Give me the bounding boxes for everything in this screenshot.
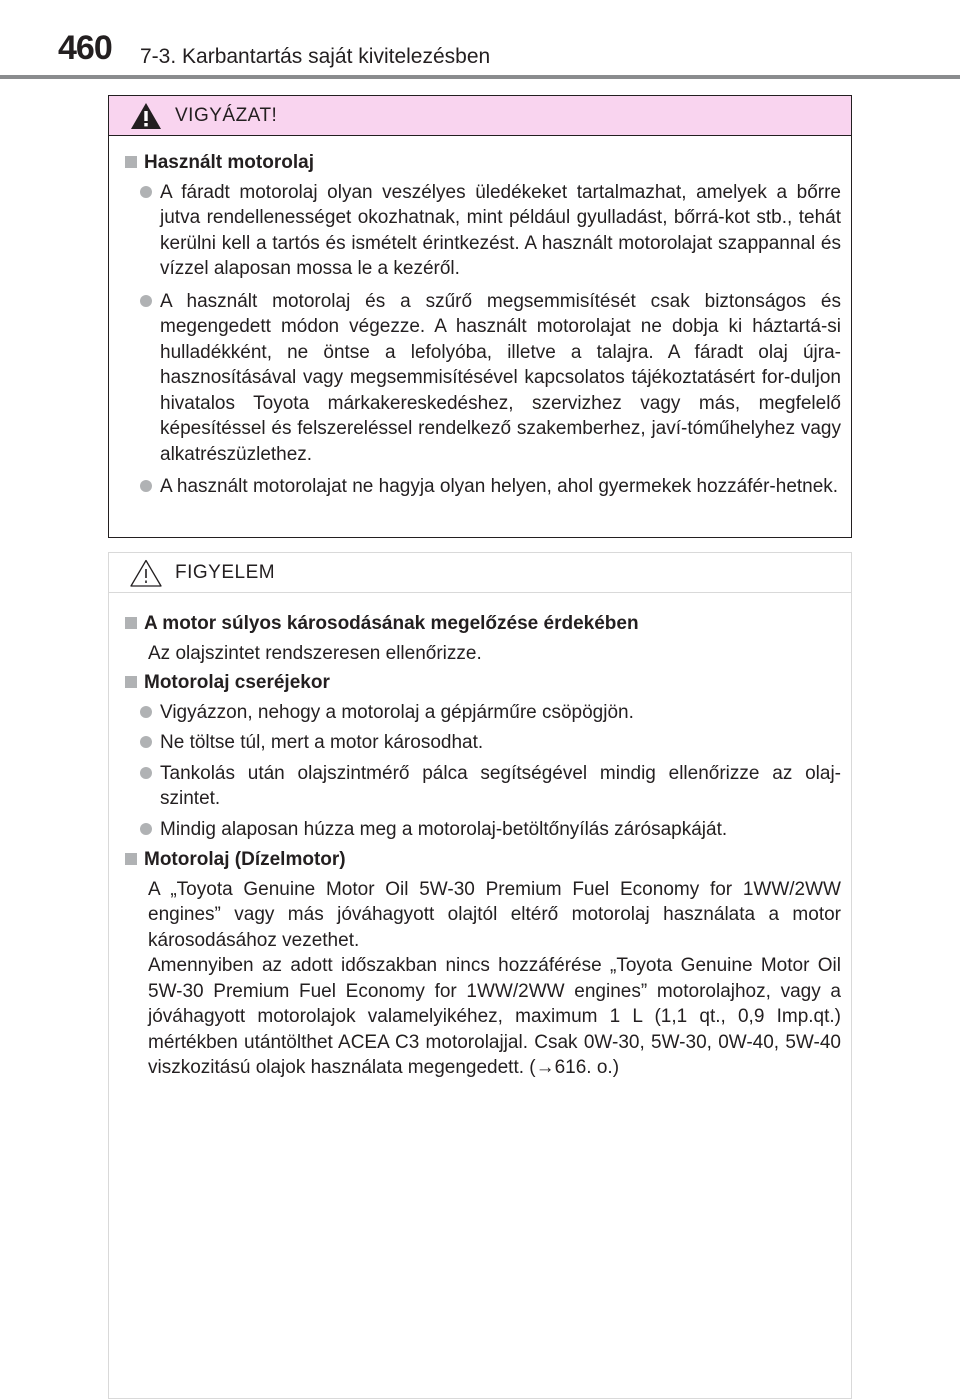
list-item-text: Vigyázzon, nehogy a motorolaj a gépjárműre csöpögjön. xyxy=(160,701,634,723)
warning-label: VIGYÁZAT! xyxy=(175,104,278,126)
square-bullet-icon xyxy=(125,853,137,865)
warning-body xyxy=(109,136,851,500)
list-item-text: A használt motorolajat ne hagyja olyan helyen, ahol gyermekek hozzáfér-hetnek. xyxy=(160,476,839,497)
notice-paragraph: Amennyiben az adott időszakban nincs hozzáférése „Toyota Genuine Motor Oil 5W-30 Premium Fuel Economy for 1WW/2WW engines” motorolajhoz, vagy a jóváhagyott motorolajok valamelyikéhez, maximum 1 L (1,1 qt., 0,9 Imp.qt.) mértékben utántölthet ACEA C3 motorolajjal. Csak 0W-30, 5W-30, 0W-40, 5W-40 viszkozitású olajok használata megengedett. (→616. o.) xyxy=(148,955,841,1078)
list-item xyxy=(125,761,841,812)
list-item-text: Mindig alaposan húzza meg a motorolaj-betöltőnyílás zárósapkáját. xyxy=(160,818,728,840)
notice-paragraph: A „Toyota Genuine Motor Oil 5W-30 Premium Fuel Economy for 1WW/2WW engines” vagy más jóváhagyott olajtól eltérő motorolaj használata a motor károsodásához vezethet. xyxy=(148,878,841,951)
notice-header xyxy=(109,553,851,593)
notice-heading-text: Motorolaj (Dízelmotor) xyxy=(144,849,346,870)
list-item-text: Tankolás után olajszintmérő pálca segítségével mindig ellenőrizze az olaj-szintet. xyxy=(160,762,841,809)
notice-box xyxy=(108,552,852,1399)
notice-heading-3 xyxy=(125,847,841,873)
notice-body xyxy=(109,593,851,1081)
notice-paragraph: Az olajszintet rendszeresen ellenőrizze. xyxy=(148,642,482,664)
warning-heading xyxy=(125,150,841,176)
dot-bullet-icon xyxy=(140,823,152,835)
warning-header xyxy=(109,96,851,136)
list-item xyxy=(125,474,841,500)
notice-heading-1 xyxy=(125,611,841,637)
warning-triangle-icon xyxy=(129,101,163,131)
notice-heading-2 xyxy=(125,670,841,696)
warning-triangle-outline-icon xyxy=(129,558,163,588)
list-item xyxy=(125,730,841,756)
dot-bullet-icon xyxy=(140,736,152,748)
list-item-text: A használt motorolaj és a szűrő megsemmisítését csak biztonságos és megengedett módon végezze. A használt motorolajat ne dobja ki háztartá-si hulladékként, ne öntse a lefolyóba, illetve a talajra. A fáradt olaj újra-hasznosításával vagy megsemmisítésével kapcsolatos tájékoztatásért for-duljon hivatalos Toyota márkakereskedéshez, szervizhez vagy más, megfelelő képesítéssel és felszereléssel rendelkező szakemberhez, javí-tóműhelyhez vagy alkatrészüzlethez. xyxy=(160,290,841,465)
notice-label: FIGYELEM xyxy=(175,561,276,583)
square-bullet-icon xyxy=(125,156,137,168)
list-item xyxy=(125,180,841,282)
square-bullet-icon xyxy=(125,676,137,688)
dot-bullet-icon xyxy=(140,706,152,718)
list-item-text: A fáradt motorolaj olyan veszélyes üledékeket tartalmazhat, amelyek a bőrre jutva rendellenességet okozhatnak, mint például gyulladást, bőrrá-kot stb., tehát kerülni kell a tartós és ismételt érintkezést. A használt motorolajat szappannal és vízzel alaposan mossa le a kezéről. xyxy=(160,181,841,279)
warning-box xyxy=(108,95,852,538)
dot-bullet-icon xyxy=(140,186,152,198)
dot-bullet-icon xyxy=(140,767,152,779)
list-item-text: Ne töltse túl, mert a motor károsodhat. xyxy=(160,732,484,753)
dot-bullet-icon xyxy=(140,480,152,492)
list-item xyxy=(125,817,841,843)
notice-heading-text: A motor súlyos károsodásának megelőzése érdekében xyxy=(144,613,639,634)
dot-bullet-icon xyxy=(140,295,152,307)
warning-heading-text: Használt motorolaj xyxy=(144,152,314,173)
notice-heading-text: Motorolaj cseréjekor xyxy=(144,672,330,693)
list-item xyxy=(125,700,841,726)
square-bullet-icon xyxy=(125,617,137,629)
header-divider xyxy=(0,75,960,79)
section-title: 7-3. Karbantartás saját kivitelezésben xyxy=(140,45,491,68)
page-number: 460 xyxy=(58,29,112,67)
list-item xyxy=(125,289,841,468)
